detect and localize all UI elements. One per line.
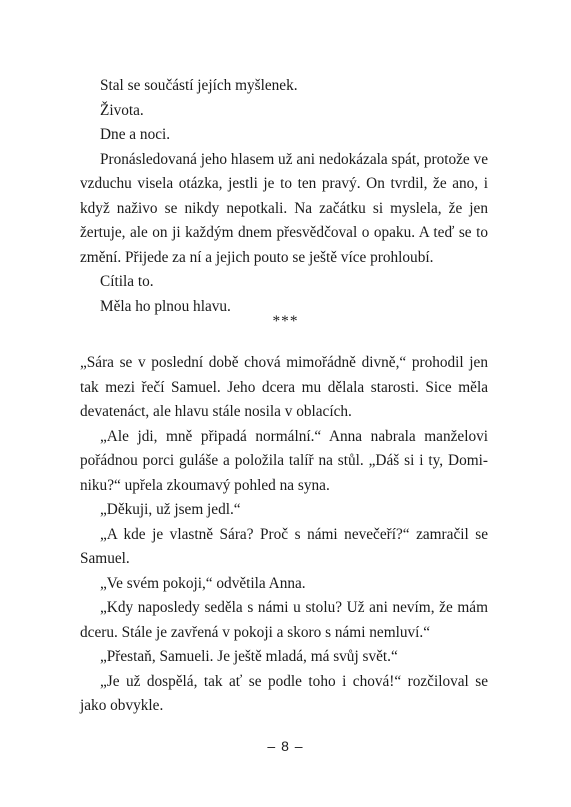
paragraph: „A kde je vlastně Sára? Proč s námi nevečeří?“ zamračil se Samuel.	[80, 525, 488, 567]
paragraph: „Ve svém pokoji,“ odvětila Anna.	[100, 574, 306, 592]
paragraph: „Ale jdi, mně připadá normální.“ Anna nabrala manželovi pořádnou porci guláše a položila talíř na stůl. „Dáš si i ty, Dominiku?“ upřela zkoumavý pohled na syna.	[80, 427, 488, 494]
paragraph: „Je už dospělá, tak ať se podle toho i chová!“ rozčiloval se jako obvykle.	[80, 672, 488, 714]
paragraph: „Sára se v poslední době chová mimořádně divně,“ prohodil jen tak mezi řečí Samuel. Jeho dcera mu dělala starosti. Sice měla devatenáct, ale hlavu stále nosila v oblacích.	[80, 354, 488, 420]
paragraph: „Přestaň, Samueli. Je ještě mladá, má svůj svět.“	[100, 648, 398, 665]
paragraph: Stal se součástí jejích myšlenek.	[100, 77, 298, 94]
text-section-2	[80, 351, 488, 719]
text-section-1	[80, 74, 488, 319]
paragraph: Dne a noci.	[100, 126, 171, 143]
paragraph: Cítila to.	[100, 273, 154, 290]
paragraph: „Kdy naposledy seděla s námi u stolu? Už ani nevím, že mám dceru. Stále je zavřená v pokoji a skoro s námi nemluví.“	[80, 599, 488, 641]
paragraph: „Děkuji, už jsem jedl.“	[100, 501, 241, 518]
scene-break: ***	[272, 313, 299, 330]
page-number: – 8 –	[267, 738, 304, 754]
paragraph: Pronásledovaná jeho hlasem už ani nedokázala spát, protože ve vzduchu visela otázka, jestli je to ten pravý. On tvrdil, že ano, i když naživo se nikdy nepotkali. Na začátku si myslela, že jen žertuje, ale on ji každým dnem přesvědčoval o opaku. A teď se to změní. Přijede za ní a jejich pouto se ještě více prohloubí.	[80, 150, 488, 266]
paragraph: Měla ho plnou hlavu.	[100, 297, 231, 315]
paragraph: Života.	[100, 101, 144, 119]
